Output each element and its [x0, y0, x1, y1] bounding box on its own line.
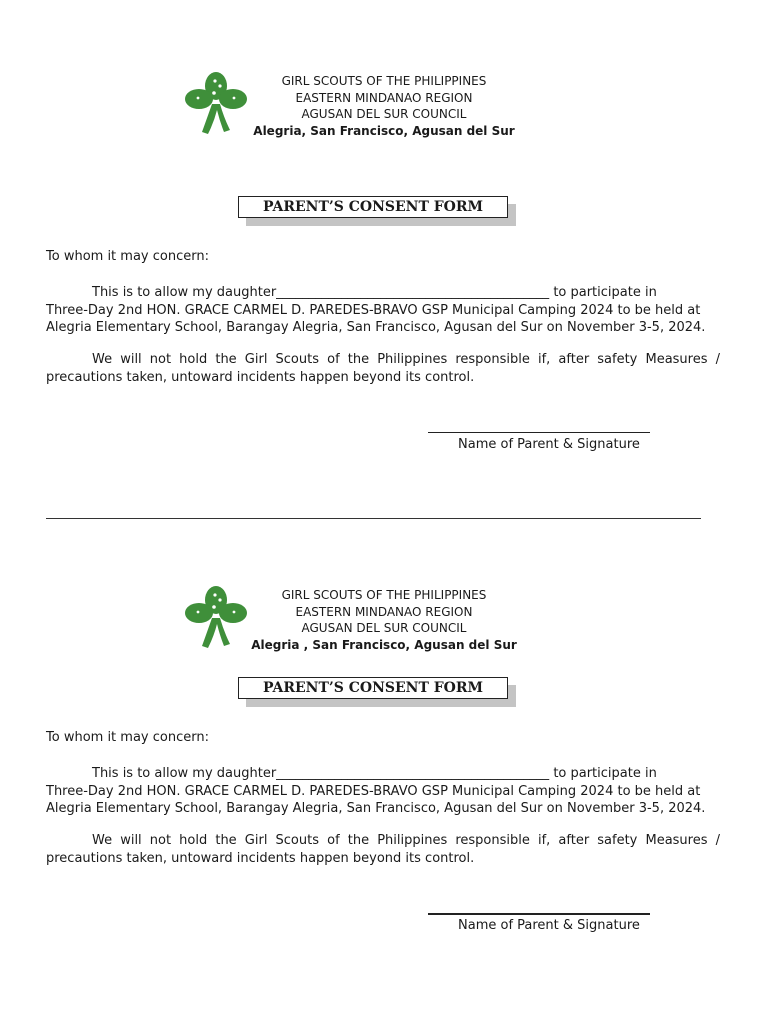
location-text: Alegria, San Francisco, Agusan del Sur — [253, 123, 515, 138]
consent-form-top — [0, 0, 768, 480]
consent-line-3: Alegria Elementary School, Barangay Alegria, San Francisco, Agusan del Sur on November 3-5, 2024. — [46, 320, 706, 335]
consent-paragraph — [46, 284, 726, 337]
org-name: GIRL SCOUTS OF THE PHILIPPINES — [281, 74, 487, 88]
consent-line-1: This is to allow my daughter__________________________________________ to participate in — [92, 285, 657, 300]
liability-text: We will not hold the Girl Scouts of the Philippines responsible if, after safety Measures / precautions taken, untoward incidents happen beyond its control. — [46, 833, 720, 866]
liability-text: We will not hold the Girl Scouts of the Philippines responsible if, after safety Measures / precautions taken, untoward incidents happen beyond its control. — [46, 352, 720, 385]
greeting: To whom it may concern: — [46, 730, 209, 745]
signature-line — [428, 913, 650, 915]
location-text: Alegria , San Francisco, Agusan del Sur — [251, 637, 517, 652]
liability-paragraph — [46, 832, 720, 868]
org-name: GIRL SCOUTS OF THE PHILIPPINES — [281, 588, 487, 602]
region-name: EASTERN MINDANAO REGION — [295, 90, 473, 105]
org-header — [236, 587, 532, 653]
form-title: PARENT’S CONSENT FORM — [238, 196, 508, 218]
cut-line-divider — [46, 518, 701, 519]
region-name: EASTERN MINDANAO REGION — [295, 604, 473, 619]
consent-form-bottom — [0, 520, 768, 1000]
consent-line-2: Three-Day 2nd HON. GRACE CARMEL D. PAREDES-BRAVO GSP Municipal Camping 2024 to be held at — [46, 302, 701, 318]
consent-line-2: Three-Day 2nd HON. GRACE CARMEL D. PAREDES-BRAVO GSP Municipal Camping 2024 to be held at — [46, 783, 701, 799]
liability-paragraph — [46, 351, 720, 387]
form-title-box — [238, 677, 508, 699]
greeting: To whom it may concern: — [46, 249, 209, 264]
signature-line — [428, 432, 650, 433]
signature-label: Name of Parent & Signature — [458, 918, 640, 933]
consent-line-1: This is to allow my daughter__________________________________________ to participate in — [92, 766, 657, 781]
signature-label: Name of Parent & Signature — [458, 437, 640, 452]
consent-line-3: Alegria Elementary School, Barangay Alegria, San Francisco, Agusan del Sur on November 3-5, 2024. — [46, 801, 706, 816]
form-title: PARENT’S CONSENT FORM — [238, 677, 508, 699]
council-name: AGUSAN DEL SUR COUNCIL — [301, 621, 467, 635]
council-name: AGUSAN DEL SUR COUNCIL — [301, 107, 467, 121]
form-title-box — [238, 196, 508, 218]
org-header — [236, 73, 532, 139]
consent-paragraph — [46, 765, 726, 818]
